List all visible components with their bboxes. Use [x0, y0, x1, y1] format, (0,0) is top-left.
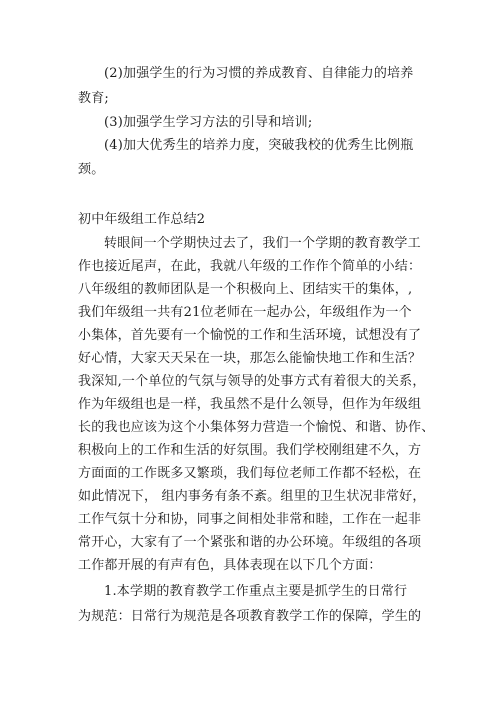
paragraph-line: 八年级组的教师团队是一个积极向上、团结实干的集体，,: [78, 282, 413, 297]
paragraph-line: 1.本学期的教育教学工作重点主要是抓学生的日常行: [104, 584, 408, 599]
list-item-3: (3)加强学生学习方法的引导和培训;: [104, 115, 313, 130]
paragraph-line: 工作气氛十分和协，同事之间相处非常和睦，工作在一起非: [78, 512, 422, 527]
paragraph-line: 方面面的工作既多又繁琐，我们每位老师工作都不轻松，在: [78, 466, 422, 481]
paragraph-line: 为规范：日常行为规范是各项教育教学工作的保障，学生的: [78, 609, 422, 624]
paragraph-line: 积极向上的工作和生活的好氛围。我们学校刚组建不久，方: [78, 443, 422, 458]
list-item-2: (2)加强学生的行为习惯的养成教育、自律能力的培养: [104, 66, 414, 81]
paragraph-line: 长的我也应该为这个小集体努力营造一个愉悦、和谐、协作、: [78, 420, 435, 435]
paragraph-line: 我深知,一个单位的气氛与领导的处事方式有着很大的关系，: [78, 374, 426, 389]
list-item-4: (4)加大优秀生的培养力度，突破我校的优秀生比例瓶: [104, 138, 414, 153]
paragraph-line: 小集体，首先要有一个愉悦的工作和生活环境，试想没有了: [78, 328, 422, 343]
paragraph-line: 工作都开展的有声有色，具体表现在以下几个方面：: [78, 558, 382, 573]
paragraph-line: 作也接近尾声，在此，我就八年级的工作作个简单的小结：: [78, 259, 422, 274]
section-title: 初中年级组工作总结2: [78, 212, 206, 227]
paragraph-line: 作为年级组也是一样，我虽然不是什么领导，但作为年级组: [78, 397, 422, 412]
list-item-2-cont: 教育;: [78, 91, 109, 106]
list-item-4-cont: 颈。: [78, 162, 105, 177]
paragraph-line: 好心情，大家天天呆在一块，那怎么能愉快地工作和生活？: [78, 351, 422, 366]
paragraph-line: 常开心，大家有了一个紧张和谐的办公环境。年级组的各项: [78, 535, 422, 550]
paragraph-line: 转眼间一个学期快过去了，我们一个学期的教育教学工: [104, 236, 421, 251]
paragraph-line: 我们年级组一共有21位老师在一起办公，年级组作为一个: [78, 305, 412, 320]
paragraph-line: 如此情况下， 组内事务有条不紊。组里的卫生状况非常好，: [78, 489, 426, 504]
